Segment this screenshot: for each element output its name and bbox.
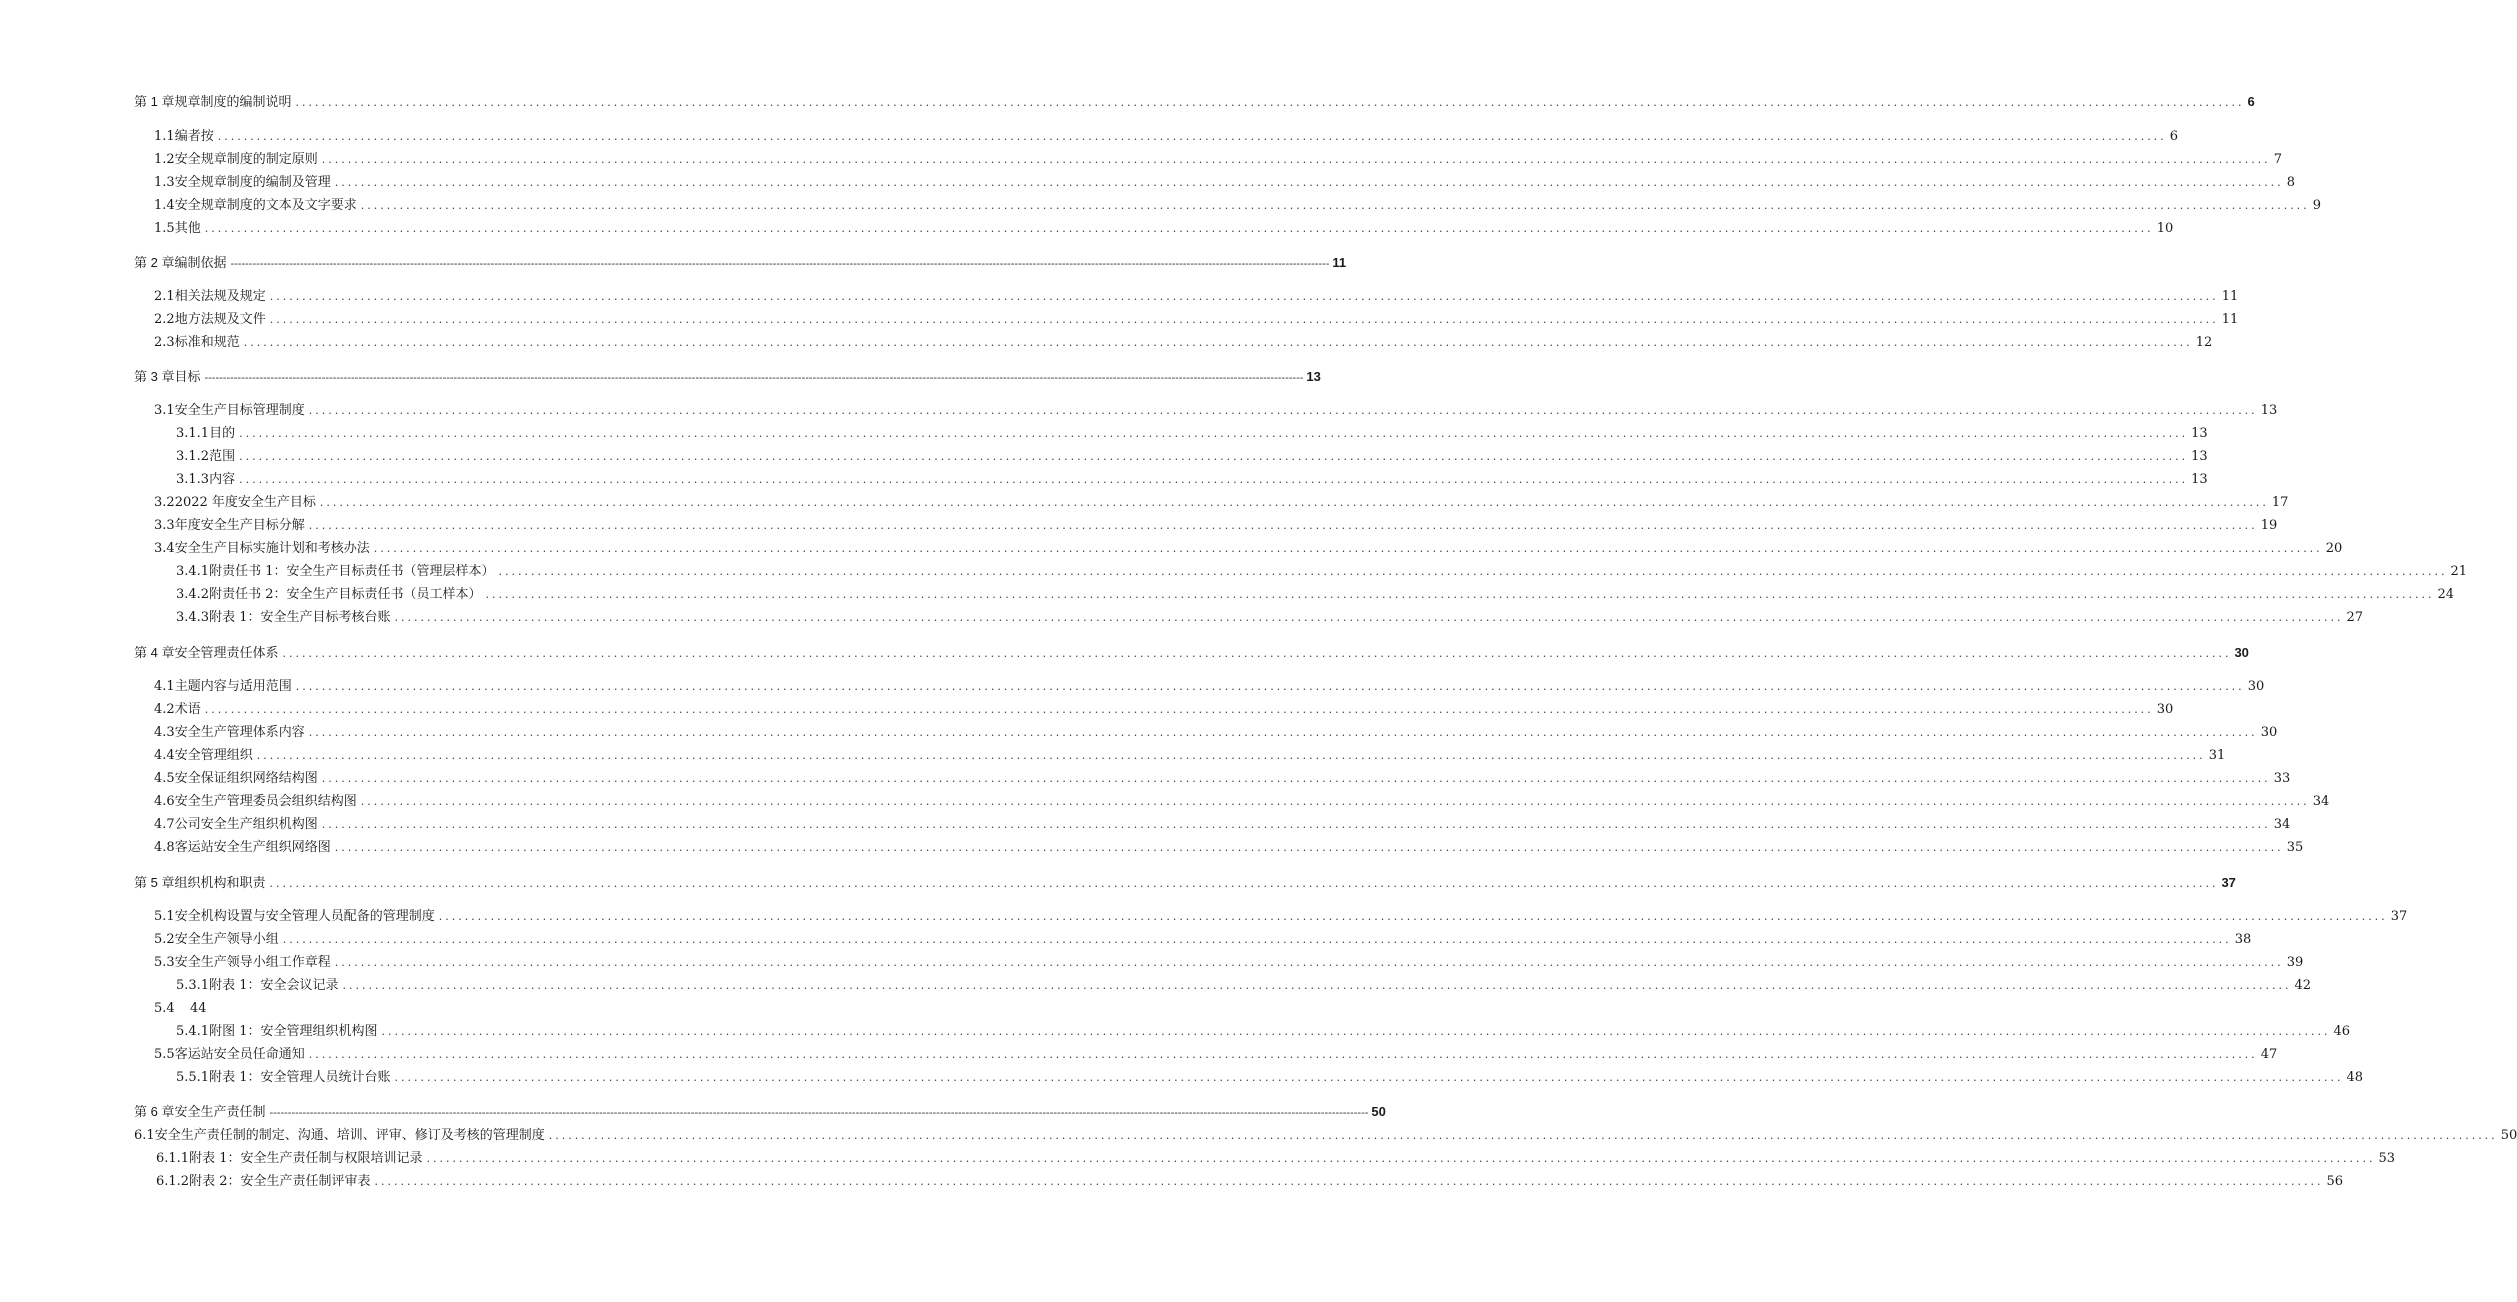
toc-section-entry[interactable] [154,150,2282,170]
toc-entry-title: 附表 1：安全生产责任制与权限培训记录 [189,1151,423,1166]
toc-leader: ............................................................................................................................................................................................................................................................................................................ [269,313,2219,326]
toc-section-entry[interactable] [154,700,2174,720]
toc-entry-title: 目的 [209,426,236,441]
toc-entry-title: 客运站安全生产组织网络图 [174,840,331,855]
toc-section-entry[interactable] [154,333,2213,353]
toc-page-number: 30 [2156,702,2174,717]
toc-entry-title: 主题内容与适用范围 [174,679,292,694]
toc-chapter-entry[interactable] [134,253,1347,273]
toc-section-entry[interactable] [154,792,2330,812]
toc-entry-title: 公司安全生产组织机构图 [174,817,318,832]
toc-leader: ............................................................................................................................................................................................................................................................................................................ [374,1175,2324,1188]
toc-leader: ............................................................................................................................................................................................................................................................................................................ [342,979,2292,992]
toc-leader: ............................................................................................................................................................................................................................................................................................................ [360,199,2310,212]
toc-page-number: 6 [2169,129,2178,144]
toc-page-number: 38 [2234,932,2252,947]
toc-section-entry[interactable] [176,1068,2364,1088]
toc-entry-number: 1.3 [154,175,175,190]
toc-entry-title: 年度安全生产目标分解 [174,518,305,533]
toc-entry-title: 安全生产目标管理制度 [174,403,305,418]
toc-entry-title: 术语 [174,702,201,717]
toc-leader: ............................................................................................................................................................................................................................................................................................................ [295,680,2245,693]
toc-entry-title: 第 4 章安全管理责任体系 [134,645,279,660]
toc-entry-title: 客运站安全员任命通知 [174,1047,305,1062]
toc-entry-title: 安全生产责任制的制定、沟通、培训、评审、修订及考核的管理制度 [154,1128,545,1143]
toc-section-entry[interactable] [154,677,2265,697]
toc-section-entry[interactable] [156,1149,2396,1169]
toc-entry-number: 5.4 [154,1001,175,1016]
toc-entry-title: 安全保证组织网络结构图 [174,771,318,786]
toc-section-entry[interactable] [154,769,2291,789]
toc-entry-number: 5.3.1 [176,978,210,993]
toc-entry-number: 5.4.1 [176,1024,210,1039]
toc-entry-number: 5.5.1 [176,1070,210,1085]
toc-page-number: 9 [2312,198,2321,213]
toc-page-number: 19 [2260,518,2278,533]
toc-entry-title: 安全规章制度的制定原则 [174,152,318,167]
toc-entry-number: 3.1.3 [176,472,210,487]
toc-entry-number: 6.1.2 [156,1174,190,1189]
toc-page-number: 46 [2333,1024,2351,1039]
toc-entry-title: 附表 1：安全管理人员统计台账 [209,1070,391,1085]
toc-entry-number: 5.1 [154,909,175,924]
toc-entry-title: 地方法规及文件 [174,312,266,327]
toc-entry-title: 编者按 [174,129,214,144]
toc-entry-number: 6.1.1 [156,1151,190,1166]
toc-chapter-entry[interactable] [134,643,2249,663]
toc-leader: ............................................................................................................................................................................................................................................................................................................ [334,956,2284,969]
toc-section-entry[interactable] [154,493,2289,513]
toc-entry-title: 附表 1：安全生产目标考核台账 [209,610,391,625]
toc-page-number: 35 [2286,840,2304,855]
toc-entry-title: 2022 年度安全生产目标 [174,495,316,510]
toc-section-entry[interactable] [176,470,2208,490]
toc-section-entry[interactable] [176,976,2312,996]
toc-page-number: 42 [2294,978,2312,993]
toc-page-number: 34 [2273,817,2291,832]
toc-leader: ............................................................................................................................................................................................................................................................................................................ [548,1129,2498,1142]
toc-chapter-entry[interactable] [134,367,1321,387]
toc-leader: ............................................................................................................................................................................................................................................................................................................ [321,772,2271,785]
toc-section-entry[interactable] [154,539,2343,559]
toc-page-number: 56 [2326,1174,2344,1189]
toc-entry-number: 4.5 [154,771,175,786]
toc-leader: ............................................................................................................................................................................................................................................................................................................ [485,588,2435,601]
toc-entry-title: 安全生产目标实施计划和考核办法 [174,541,370,556]
toc-leader: ............................................................................................................................................................................................................................................................................................................ [308,1048,2258,1061]
toc-entry-number: 3.4 [154,541,175,556]
toc-section-entry[interactable] [154,173,2295,193]
toc-section-entry[interactable] [176,608,2364,628]
toc-entry-title: 内容 [209,472,236,487]
toc-section-entry[interactable] [154,723,2278,743]
toc-page-number: 50 [2500,1128,2517,1143]
toc-entry-number: 3.4.3 [176,610,210,625]
toc-leader: ............................................................................................................................................................................................................................................................................................................ [269,877,2219,890]
toc-chapter-entry[interactable] [134,92,2255,112]
toc-leader: ............................................................................................................................................................................................................................................................................................................ [308,519,2258,532]
toc-entry-number: 4.1 [154,679,175,694]
toc-entry-title: 附表 1：安全会议记录 [209,978,339,993]
toc-page-number: 13 [1306,369,1321,384]
toc-leader: ............................................................................................................................................................................................................................................................................................................ [321,153,2271,166]
toc-page-number: 27 [2346,610,2364,625]
toc-section-entry[interactable] [176,1022,2351,1042]
toc-leader: ............................................................................................................................................................................................................................................................................................................ [334,841,2284,854]
toc-leader: ............................................................................................................................................................................................................................................................................................................ [256,749,2206,762]
toc-page-number: 48 [2346,1070,2364,1085]
toc-section-entry[interactable] [154,930,2252,950]
toc-entry-number: 2.3 [154,335,175,350]
toc-leader: ............................................................................................................................................................................................................................................................................................................ [239,427,2189,440]
toc-section-entry[interactable] [154,838,2304,858]
toc-entry-number: 4.3 [154,725,175,740]
toc-section-entry[interactable] [154,219,2174,239]
toc-leader: ------------------------------------------------------------------------------------------------------------------------------------------------------------------------------------------------------------------------------------------------------------------------------------------------------------ [230,258,1330,270]
toc-page-number: 13 [2191,426,2208,441]
toc-section-entry[interactable] [154,999,772,1019]
toc-entry-number: 5.3 [154,955,175,970]
toc-page-number: 30 [2247,679,2265,694]
toc-section-entry[interactable] [134,1126,2517,1146]
toc-page-number: 13 [2260,403,2278,418]
toc-leader: ............................................................................................................................................................................................................................................................................................................ [360,795,2310,808]
toc-leader: ............................................................................................................................................................................................................................................................................................................ [282,933,2232,946]
toc-leader: ............................................................................................................................................................................................................................................................................................................ [243,336,2193,349]
toc-entry-number: 3.3 [154,518,175,533]
toc-leader: ------------------------------------------------------------------------------------------------------------------------------------------------------------------------------------------------------------------------------------------------------------------------------------------------------------ [269,1107,1369,1119]
toc-entry-title: 安全机构设置与安全管理人员配备的管理制度 [174,909,435,924]
toc-entry-number: 4.7 [154,817,175,832]
toc-page-number: 17 [2271,495,2289,510]
toc-page-number: 39 [2286,955,2304,970]
toc-entry-title: 相关法规及规定 [174,289,266,304]
toc-page-number: 20 [2325,541,2343,556]
toc-section-entry[interactable] [154,310,2239,330]
toc-page-number: 13 [2191,449,2208,464]
toc-entry-title: 安全规章制度的文本及文字要求 [174,198,357,213]
toc-page-number: 31 [2208,748,2226,763]
toc-section-entry[interactable] [176,447,2208,467]
toc-page-number: 7 [2273,152,2282,167]
toc-leader: ............................................................................................................................................................................................................................................................................................................ [426,1152,2376,1165]
toc-section-entry[interactable] [154,516,2278,536]
toc-entry-number: 1.1 [154,129,175,144]
toc-leader: ............................................................................................................................................................................................................................................................................................................ [394,1071,2344,1084]
toc-leader: ............................................................................................................................................................................................................................................................................................................ [334,176,2284,189]
toc-entry-number: 4.8 [154,840,175,855]
toc-section-entry[interactable] [176,562,2468,582]
toc-entry-title: 安全生产领导小组 [174,932,279,947]
toc-entry-title: 附责任书 2：安全生产目标责任书（员工样本） [209,587,482,602]
toc-page-number: 34 [2312,794,2330,809]
toc-entry-title: 第 3 章目标 [134,369,201,384]
toc-section-entry[interactable] [156,1172,2344,1192]
toc-leader: ............................................................................................................................................................................................................................................................................................................ [321,818,2271,831]
toc-section-entry[interactable] [154,127,2178,147]
toc-leader: ............................................................................................................................................................................................................................................................................................................ [282,647,2232,660]
toc-leader: ............................................................................................................................................................................................................................................................................................................ [438,910,2388,923]
toc-leader: ............................................................................................................................................................................................................................................................................................................ [381,1025,2331,1038]
toc-chapter-entry[interactable] [134,1102,1386,1122]
toc-entry-number: 5.5 [154,1047,175,1062]
toc-entry-number: 3.4.1 [176,564,210,579]
toc-section-entry[interactable] [154,746,2226,766]
toc-entry-number: 3.4.2 [176,587,210,602]
toc-entry-title: 第 5 章组织机构和职责 [134,875,266,890]
toc-entry-number: 1.4 [154,198,175,213]
toc-section-entry[interactable] [154,815,2291,835]
toc-page-number: 11 [1332,255,1347,270]
toc-leader: ------------------------------------------------------------------------------------------------------------------------------------------------------------------------------------------------------------------------------------------------------------------------------------------------------------ [204,372,1304,384]
toc-entry-title: 安全规章制度的编制及管理 [174,175,331,190]
toc-entry-title: 第 2 章编制依据 [134,255,227,270]
toc-entry-number: 3.1 [154,403,175,418]
toc-entry-title: 附表 2：安全生产责任制评审表 [189,1174,371,1189]
toc-leader: ............................................................................................................................................................................................................................................................................................................ [239,450,2189,463]
toc-entry-title: 附责任书 1：安全生产目标责任书（管理层样本） [209,564,495,579]
toc-entry-number: 1.2 [154,152,175,167]
toc-section-entry[interactable] [154,401,2278,421]
toc-leader: ............................................................................................................................................................................................................................................................................................................ [373,542,2323,555]
toc-entry-number: 5.2 [154,932,175,947]
toc-leader: ............................................................................................................................................................................................................................................................................................................ [308,726,2258,739]
toc-page-number: 8 [2286,175,2295,190]
toc-leader: ............................................................................................................................................................................................................................................................................................................ [269,290,2219,303]
toc-entry-number: 4.4 [154,748,175,763]
toc-leader: ............................................................................................................................................................................................................................................................................................................ [308,404,2258,417]
toc-leader: ............................................................................................................................................................................................................................................................................................................ [217,130,2167,143]
toc-entry-title: 安全生产管理委员会组织结构图 [174,794,357,809]
toc-section-entry[interactable] [154,907,2408,927]
toc-page-number: 47 [2260,1047,2278,1062]
toc-entry-number: 2.2 [154,312,175,327]
toc-entry-number: 3.2 [154,495,175,510]
toc-page-number: 37 [2390,909,2408,924]
toc-entry-title: 附图 1：安全管理组织机构图 [209,1024,378,1039]
toc-entry-title: 范围 [209,449,236,464]
toc-entry-title: 44 [190,1001,207,1016]
toc-page-number: 12 [2195,335,2213,350]
toc-page-number: 24 [2437,587,2455,602]
toc-leader: ............................................................................................................................................................................................................................................................................................................ [204,222,2154,235]
toc-entry-number: 4.2 [154,702,175,717]
toc-page-number: 33 [2273,771,2291,786]
toc-entry-number: 6.1 [134,1128,155,1143]
toc-section-entry[interactable] [176,424,2208,444]
toc-entry-number: 3.1.2 [176,449,210,464]
toc-entry-title: 安全生产领导小组工作章程 [174,955,331,970]
toc-leader: ............................................................................................................................................................................................................................................................................................................ [394,611,2344,624]
toc-page-number: 50 [1371,1104,1386,1119]
toc-entry-title: 安全管理组织 [174,748,253,763]
toc-entry-title: 其他 [174,221,201,236]
toc-page-number: 53 [2378,1151,2396,1166]
toc-page-number: 6 [2247,94,2255,109]
toc-page-number: 37 [2221,875,2236,890]
toc-page-number: 21 [2450,564,2468,579]
toc-page-number: 10 [2156,221,2174,236]
toc-leader: ............................................................................................................................................................................................................................................................................................................ [498,565,2448,578]
toc-section-entry[interactable] [154,1045,2278,1065]
toc-leader: ............................................................................................................................................................................................................................................................................................................ [319,496,2269,509]
toc-entry-title: 标准和规范 [174,335,240,350]
toc-entry-number: 1.5 [154,221,175,236]
toc-section-entry[interactable] [176,585,2455,605]
toc-page-number: 11 [2221,312,2239,327]
toc-leader: ............................................................................................................................................................................................................................................................................................................ [239,473,2189,486]
toc-section-entry[interactable] [154,953,2304,973]
toc-section-entry[interactable] [154,196,2321,216]
toc-leader: ............................................................................................................................................................................................................................................................................................................ [295,96,2245,109]
toc-chapter-entry[interactable] [134,873,2236,893]
toc-page-number: 30 [2234,645,2249,660]
toc-entry-title: 第 1 章规章制度的编制说明 [134,94,292,109]
toc-leader: ............................................................................................................................................................................................................................................................................................................ [204,703,2154,716]
toc-section-entry[interactable] [154,287,2239,307]
toc-entry-title: 第 6 章安全生产责任制 [134,1104,266,1119]
toc-entry-number: 4.6 [154,794,175,809]
toc-entry-number: 3.1.1 [176,426,210,441]
toc-entry-number: 2.1 [154,289,175,304]
toc-page-number: 13 [2191,472,2208,487]
toc-page-number: 30 [2260,725,2278,740]
toc-entry-title: 安全生产管理体系内容 [174,725,305,740]
toc-page-number: 11 [2221,289,2239,304]
